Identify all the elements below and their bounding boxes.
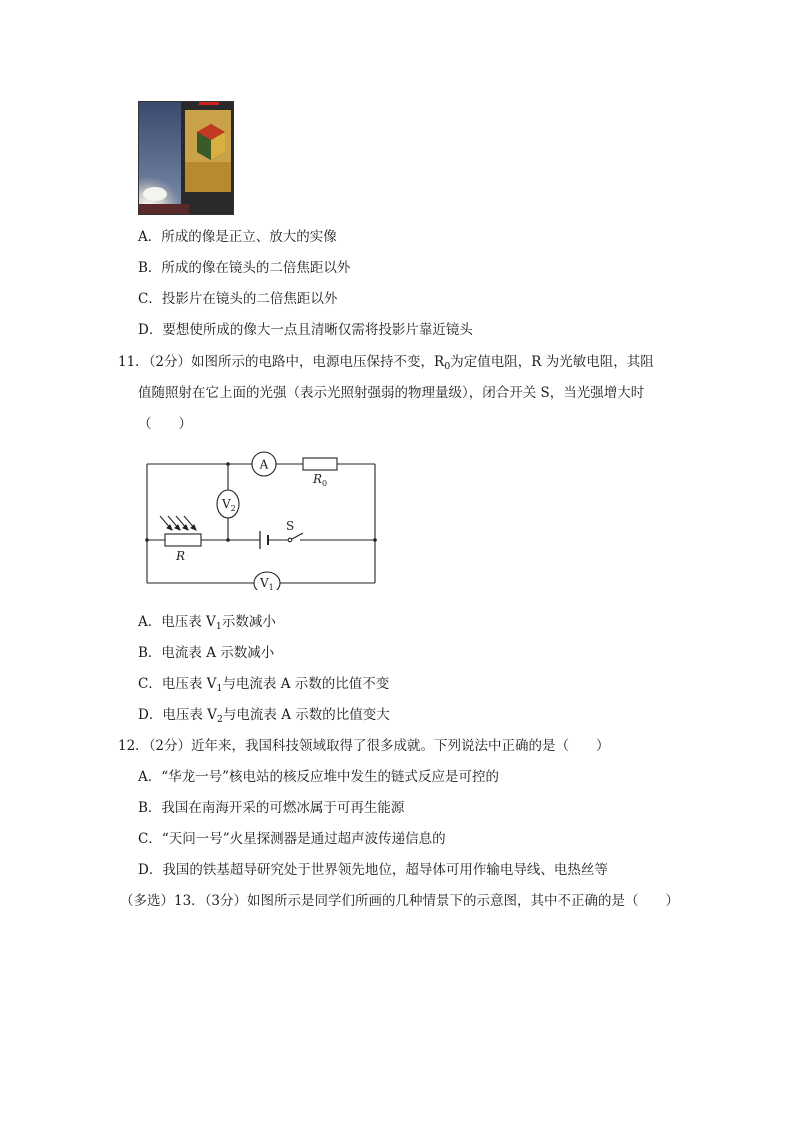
option-letter: D． [138,862,163,878]
v2-label: $V_2$ [222,497,236,513]
q11-option-a[interactable] [138,613,276,631]
question-number: 11． [118,354,149,370]
q11-option-c[interactable] [138,675,389,693]
projector-photo [138,101,234,215]
multi-select-tag: （多选） [120,893,174,909]
question-score: （2分） [148,354,192,370]
question-number: 13． [174,893,205,909]
option-text: 所成的像在镜头的二倍焦距以外 [161,260,351,276]
option-text: “华龙一号”核电站的核反应堆中发生的链式反应是可控的 [161,769,500,785]
option-letter: B． [138,800,162,816]
light-arrows-icon [160,516,196,530]
fixed-resistor-r0 [303,458,337,470]
option-text: 电压表 V [161,676,217,692]
option-text: 我国在南海开采的可燃冰属于可再生能源 [161,800,405,816]
switch-label: S [286,519,295,533]
subscript: 0 [444,361,451,372]
q12-option-d[interactable] [138,861,608,879]
stem-text: 近年来，我国科技领域取得了很多成就。下列说法中正确的是（ ） [191,738,610,754]
r0-label: $R_0$ [313,472,328,488]
q12-stem [118,737,610,755]
question-number: 12． [118,738,149,754]
option-letter: C． [138,291,162,307]
q11-stem-line1 [118,353,654,371]
option-text: 电压表 V [162,707,217,723]
ammeter-label: A [259,457,269,472]
option-text: 电压表 V [161,614,216,630]
option-text: 示数减小 [221,614,276,630]
q10-option-b[interactable] [138,259,350,277]
option-letter: A． [138,769,162,785]
q12-option-a[interactable] [138,768,499,786]
option-letter: B． [138,645,162,661]
option-text: 与电流表 A 示数的比值变大 [222,707,390,723]
stem-text: 为定值电阻，R 为光敏电阻，其阻 [450,354,654,370]
option-letter: B． [138,260,162,276]
option-letter: C． [138,831,162,847]
question-score: （2分） [148,738,192,754]
option-text: “天问一号”火星探测器是通过超声波传递信息的 [161,831,446,847]
option-letter: D． [138,322,163,338]
q12-option-c[interactable] [138,830,446,848]
battery-symbol [260,531,268,549]
q11-circuit-diagram [140,450,385,590]
option-text: 电流表 A 示数减小 [161,645,275,661]
q11-stem-line2: 值随照射在它上面的光强（表示光照射强弱的物理量级），闭合开关 S，当光强增大时 [138,385,645,401]
option-letter: A． [138,614,162,630]
q10-option-c[interactable] [138,290,337,308]
stem-text: 如图所示是同学们所画的几种情景下的示意图，其中不正确的是（ ） [247,893,680,909]
option-letter: D． [138,707,163,723]
option-letter: A． [138,229,162,245]
photoresistor-r [165,534,201,546]
v1-label: $V_1$ [260,576,274,590]
stem-text: 如图所示的电路中，电源电压保持不变，R [191,354,445,370]
r-label: R [176,549,186,563]
option-text: 投影片在镜头的二倍焦距以外 [161,291,338,307]
option-text: 我国的铁基超导研究处于世界领先地位，超导体可用作输电导线、电热丝等 [162,862,608,878]
option-letter: C． [138,676,162,692]
option-text: 所成的像是正立、放大的实像 [161,229,337,245]
q13-stem [120,892,679,910]
option-text: 与电流表 A 示数的比值不变 [222,676,390,692]
subscript: 1 [215,621,222,632]
q11-option-b[interactable] [138,644,274,662]
subscript: 1 [216,683,223,694]
question-score: （3分） [204,893,248,909]
q11-answer-blank: （ ） [138,416,192,432]
subscript: 2 [216,714,223,725]
q10-option-d[interactable] [138,321,473,339]
q12-option-b[interactable] [138,799,404,817]
q11-option-d[interactable] [138,706,390,724]
option-text: 要想使所成的像大一点且清晰仅需将投影片靠近镜头 [162,322,473,338]
q10-option-a[interactable] [138,228,337,246]
